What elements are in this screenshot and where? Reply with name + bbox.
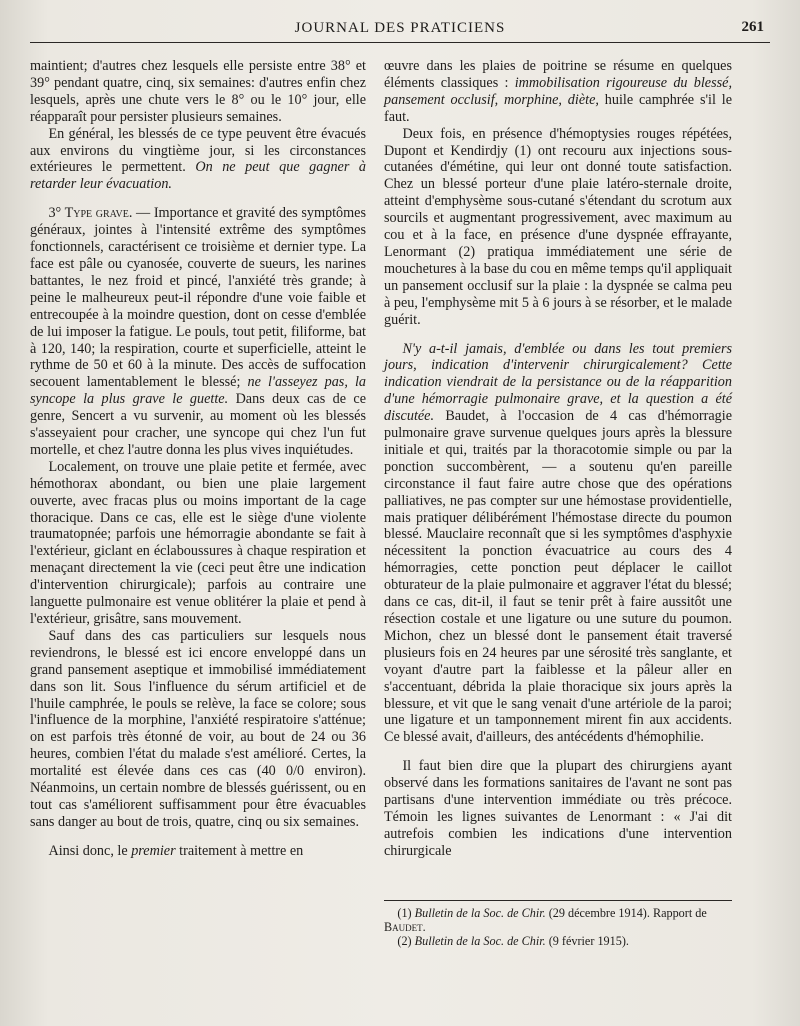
right-paragraph-1-a: œuvre dans les plaies de poitrine se résume en quelques éléments classiques : — [384, 58, 732, 91]
right-paragraph-1-b: huile camphrée s'il le faut. — [384, 91, 732, 125]
right-paragraph-3-text: Baudet, à l'occasion de 4 cas d'hémorragie pulmonaire grave survenue quelques jours après la blessure initiale et qui, traités par la thoracotomie simple ou par la ponction succombèrent, — a soutenu qu'en pareille circonstance il faut faire autre chose que des opérations palliatives, ne pas compter sur une hémostase providentielle, mais pratiquer délibérément l'hémostase directe du poumon blessé. Mauclaire reconnaît que si les symptômes d'asphyxie nécessitent la ponction évacuatrice au cours des 4 hémorragies, cette ponction peut déplacer le caillot obturateur de la plaie pulmonaire et aggraver l'état du blessé; dans ce cas, dit-il, il faut se tenir prêt à faire aussitôt une résection costale et une ligature ou une suture du poumon. Michon, chez un blessé dont le pansement était traversé plusieurs fois en 24 heures par une sérosité très sanglante, et voyant d'autre part la faiblesse et la pâleur aller en s'accentuant, débrida la plaie thoracique six jours après la blessure, et vit que le sang venait d'une artériole de la paroi; une ligature et un tamponnement mirent fin aux accidents. Ce blessé avait, d'ailleurs, des antécédents d'hémophilie. — [384, 408, 732, 746]
right-paragraph-4: Il faut bien dire que la plupart des chirurgiens ayant observé dans les formations sanitaires de l'avant ne sont pas partisans d'une intervention immédiate ou très précoce. Témoin les lignes suivantes de Lenormant : « J'ai dit autrefois combien les indications d'une intervention chirurgicale — [384, 758, 732, 859]
footnote-2-number: (2) — [397, 934, 412, 948]
footnotes — [384, 906, 732, 948]
right-paragraph-1 — [384, 58, 732, 126]
footnote-1 — [384, 906, 732, 934]
right-paragraph-3-italic: N'y a-t-il jamais, d'emblée ou dans les tout premiers jours, indication d'intervenir chirurgicalement? Cette indication viendrait de la persistance ou de la réapparition d'une hémorragie pulmonaire grave, et la question a été discutée. — [384, 340, 732, 425]
left-paragraph-5: Sauf dans des cas particuliers sur lesquels nous reviendrons, le blessé est ici encore enveloppé dans un grand pansement aseptique et immobilisé immédiatement dans son lit. Sous l'influence du sérum artificiel et de l'huile camphrée, le pouls se relève, la face se colore; sous l'influence de la morphine, l'anxiété respiratoire s'atténue; on est parfois très étonné de voir, au bout de 24 ou 36 heures, combien l'état du malade s'est amélioré. Certes, la mortalité est élevée dans ces cas (40 0/0 environ). Néanmoins, un certain nombre de blessés guérissent, ou en tout cas s'améliorent suffisamment pour être évacuables sans danger au bout de trois, quatre, cinq ou six semaines. — [30, 627, 366, 830]
left-paragraph-3 — [30, 205, 366, 459]
left-paragraph-3-italic: ne l'asseyez pas, la syncope la plus grave le guette. — [30, 374, 367, 408]
left-paragraph-2 — [30, 126, 366, 194]
left-paragraph-2-italic: On ne peut que gagner à retarder leur évacuation. — [30, 159, 366, 193]
page-number: 261 — [741, 19, 764, 35]
left-column — [30, 58, 366, 860]
left-paragraph-6 — [30, 843, 366, 860]
footnote-divider — [384, 900, 732, 901]
page-header — [30, 18, 770, 43]
footnote-1-journal: Bulletin de la Soc. de Chir. — [414, 906, 546, 920]
left-paragraph-4: Localement, on trouve une plaie petite et fermée, avec hémothorax abondant, ou bien une plaie largement ouverte, avec fracas plus ou moins important de la cage thoracique. Dans ce cas, elle est le siège d'une violente traumatopnée; parfois une hémorragie abondante se fait à l'extérieur, giclant en éclaboussures à chaque respiration et menaçant directement la vie (ceci peut être une indication d'intervention chirurgicale); parfois au contraire une languette pulmonaire est venue oblitérer la plaie et pend à l'extérieur, grisâtre, sans mouvement. — [30, 458, 366, 627]
right-paragraph-3 — [384, 341, 732, 747]
left-paragraph-6-italic: premier — [131, 842, 176, 859]
left-paragraph-1: maintient; d'autres chez lesquels elle persiste entre 38° et 39° pendant quatre, cinq, six semaines: d'autres enfin chez lesquels, après une chute vers le 8° ou le 10° jour, elle réapparaît pour persister plusieurs semaines. — [30, 58, 366, 125]
left-paragraph-6-a: Ainsi donc, le — [48, 842, 128, 859]
footnote-1-text: (29 décembre 1914). Rapport de — [548, 906, 707, 920]
left-paragraph-3-text-b: Dans deux cas de ce genre, Sencert a vu survenir, au moment où les blessés s'asseyaient pour cracher, une syncope qui chez l'un fut mortelle, et chez l'autre donna les plus vives inquiétudes. — [30, 391, 367, 458]
right-paragraph-1-italic: immobilisation rigoureuse du blessé, pansement occlusif, morphine, diète, — [384, 74, 732, 108]
left-paragraph-6-b: traitement à mettre en — [179, 842, 304, 859]
footnote-2 — [384, 934, 732, 948]
right-column — [384, 58, 732, 860]
footnote-1-number: (1) — [397, 906, 412, 920]
footnote-2-text: (9 février 1915). — [548, 934, 629, 948]
footnote-2-journal: Bulletin de la Soc. de Chir. — [414, 934, 546, 948]
section-heading-type-grave: 3° Type grave. — [48, 205, 133, 222]
left-paragraph-2-text: En général, les blessés de ce type peuvent être évacués aux environs du vingtième jour, si les circonstances extérieures le permettent. — [30, 125, 366, 176]
footnote-1-author: Baudet. — [384, 920, 426, 934]
running-title: JOURNAL DES PRATICIENS — [294, 20, 506, 36]
right-paragraph-2: Deux fois, en présence d'hémoptysies rouges répétées, Dupont et Kendirdjy (1) ont recouru aux injections sous-cutanées d'émétine, qui leur ont donné toute satisfaction. Chez un blessé porteur d'une plaie latéro-sternale droite, atteint d'emphysème sous-cutané s'étendant du scrotum aux sourcils et augmentant progressivement, avec maximum au cou et à la face, en présence d'une dyspnée effrayante, Lenormant (2) pratiqua immédiatement une série de mouchetures à la base du cou en même temps qu'il appliquait un pansement occlusif sur la plaie : la dyspnée se calma peu à peu, l'emphysème mit 5 à 6 jours à se résorber, et le malade guérit. — [384, 125, 732, 328]
left-paragraph-3-text-a: — Importance et gravité des symptômes généraux, jointes à l'intensité extrême des symptômes fonctionnels, caractérisent ce troisième et dernier type. La face est pâle ou cyanosée, couverte de sueurs, les narines battantes, le nez froid et pincé, l'anxiété très grande; à peine le malheureux peut-il répondre d'une voie faible et entrecoupée à la moindre question, dont on cesse d'emblée de lui imposer la fatigue. Le pouls, tout petit, filiforme, bat à 120, 140; la respiration, courte et superficielle, atteint le rythme de 50 et 60 à la minute. Des accès de suffocation secouent lamentablement le blessé; — [30, 205, 367, 391]
